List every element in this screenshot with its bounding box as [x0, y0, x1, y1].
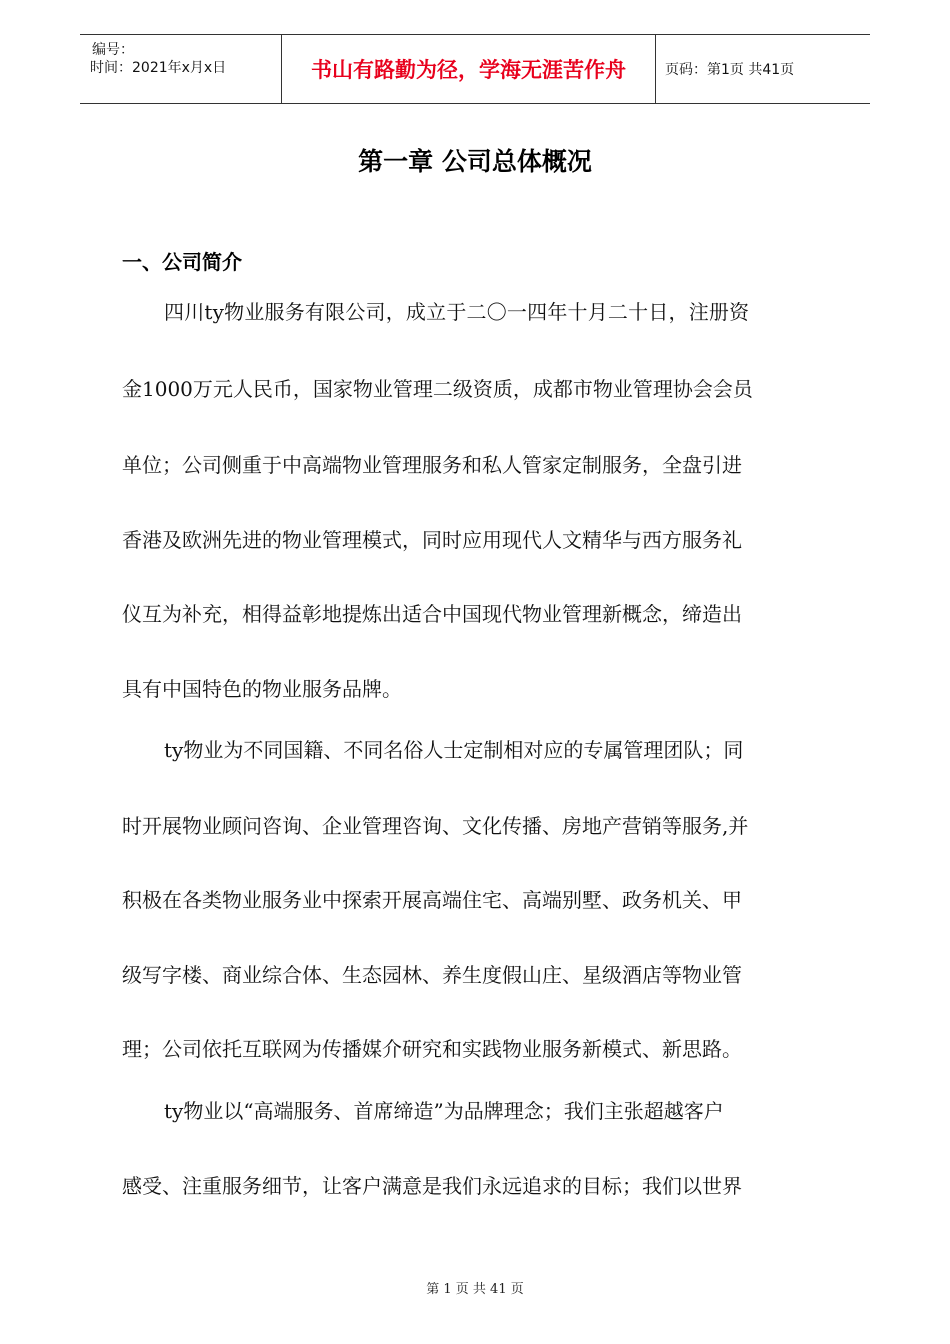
- paragraph-line: 仪互为补充，相得益彰地提炼出适合中国现代物业管理新概念，缔造出: [122, 602, 742, 626]
- document-number-label: 编号：: [92, 42, 134, 58]
- paragraph-line: 香港及欧洲先进的物业管理模式，同时应用现代人文精华与西方服务礼: [122, 528, 742, 552]
- paragraph-line: 金1000万元人民币，国家物业管理二级资质，成都市物业管理协会会员: [122, 377, 753, 401]
- paragraph-line: 积极在各类物业服务业中探索开展高端住宅、高端别墅、政务机关、甲: [122, 888, 742, 912]
- document-date: 时间：2021年x月x日: [90, 60, 227, 76]
- page-footer: 第 1 页 共 41 页: [426, 1282, 524, 1297]
- header-motto: 书山有路勤为径，学海无涯苦作舟: [281, 35, 656, 103]
- header-page-info: 页码：第1页 共41页: [665, 62, 795, 78]
- page-header: [80, 34, 870, 104]
- paragraph-line: 理；公司依托互联网为传播媒介研究和实践物业服务新模式、新思路。: [122, 1037, 742, 1061]
- paragraph-line: 四川ty物业服务有限公司，成立于二〇一四年十月二十日，注册资: [164, 300, 750, 324]
- section-heading: 一、公司简介: [122, 250, 242, 274]
- paragraph-line: ty物业为不同国籍、不同名俗人士定制相对应的专属管理团队；同: [164, 738, 744, 762]
- paragraph-line: 单位；公司侧重于中高端物业管理服务和私人管家定制服务，全盘引进: [122, 453, 742, 477]
- header-meta: [80, 35, 280, 103]
- paragraph-line: 级写字楼、商业综合体、生态园林、养生度假山庄、星级酒店等物业管: [122, 963, 742, 987]
- paragraph-line: 具有中国特色的物业服务品牌。: [122, 677, 402, 701]
- chapter-title: 第一章 公司总体概况: [358, 147, 592, 176]
- paragraph-line: ty物业以“高端服务、首席缔造”为品牌理念；我们主张超越客户: [164, 1099, 724, 1123]
- paragraph-line: 感受、注重服务细节，让客户满意是我们永远追求的目标；我们以世界: [122, 1174, 742, 1198]
- paragraph-line: 时开展物业顾问咨询、企业管理咨询、文化传播、房地产营销等服务,并: [122, 814, 749, 838]
